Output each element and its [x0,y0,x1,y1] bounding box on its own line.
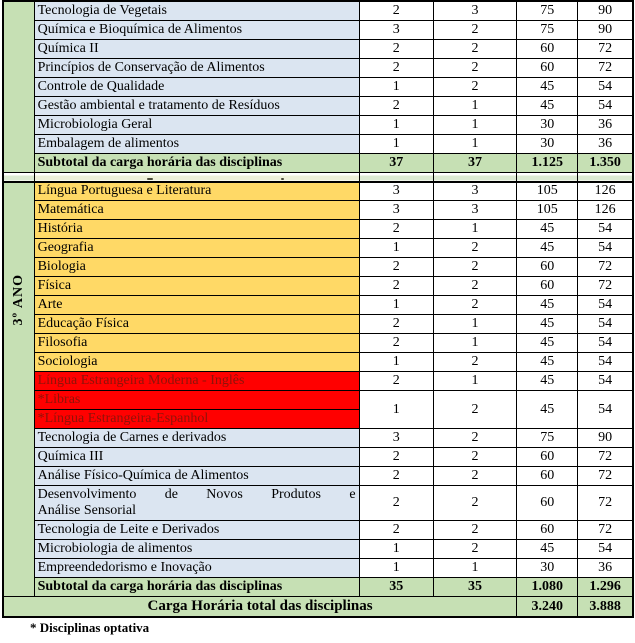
value-cell: 45 [517,391,578,429]
value-cell: 60 [517,486,578,521]
value-cell: 2 [359,1,433,20]
table-row [3,315,633,334]
value-cell: 2 [359,96,433,115]
table-row [3,58,633,77]
value-cell: 90 [578,1,633,20]
value-cell: 2 [433,448,516,467]
value-cell: 3 [359,201,433,220]
value-cell: 60 [517,39,578,58]
value-cell: 2 [433,353,516,372]
value-cell: 3 [359,429,433,448]
clipped-value-cell [433,172,516,182]
value-cell: 72 [578,467,633,486]
value-cell: 90 [578,429,633,448]
value-cell: 2 [359,39,433,58]
subtotal-value-cell: 35 [433,578,516,597]
subject-cell: Princípios de Conservação de Alimentos [34,58,359,77]
value-cell: 3 [433,1,516,20]
value-cell: 45 [517,372,578,391]
value-cell: 75 [517,429,578,448]
clipped-value-cell [517,172,578,182]
value-cell: 75 [517,20,578,39]
subject-cell: Microbiologia de alimentos [34,540,359,559]
value-cell: 2 [433,467,516,486]
subject-cell: Filosofia [34,334,359,353]
clipped-value-cell [359,172,433,182]
table-row [3,239,633,258]
value-cell: 1 [359,353,433,372]
subject-cell: Língua Portuguesa e Literatura [34,182,359,201]
curriculum-table-body [3,1,633,617]
subject-cell: *Libras [34,391,359,410]
value-cell: 1 [433,96,516,115]
value-cell: 2 [433,540,516,559]
value-cell: 45 [517,353,578,372]
value-cell: 60 [517,277,578,296]
value-cell: 1 [359,115,433,134]
value-cell: 45 [517,77,578,96]
table-row [3,201,633,220]
value-cell: 2 [359,521,433,540]
grand-total-label-cell: Carga Horária total das disciplinas [3,597,517,618]
subtotal-value-cell: 1.296 [578,578,633,597]
subject-cell: Tecnologia de Vegetais [34,1,359,20]
subject-cell: Física [34,277,359,296]
table-row [3,486,633,521]
subject-cell: Matemática [34,201,359,220]
value-cell: 3 [359,20,433,39]
subtotal-row [3,153,633,172]
subject-line: Desenvolvimento de Novos Produtos e [37,487,356,503]
table-row [3,20,633,39]
subject-cell [34,486,359,521]
subtotal-label-cell: Subtotal da carga horária das disciplinas [34,578,359,597]
value-cell: 45 [517,96,578,115]
clipped-row [3,172,633,182]
value-cell: 1 [433,220,516,239]
subject-cell: Química e Bioquímica de Alimentos [34,20,359,39]
table-row [3,559,633,578]
table-row [3,1,633,20]
clipped-text-fragment [147,178,153,180]
subject-cell: Microbiologia Geral [34,115,359,134]
table-row [3,220,633,239]
value-cell: 2 [359,486,433,521]
table-row [3,521,633,540]
value-cell: 2 [359,448,433,467]
value-cell: 2 [433,58,516,77]
table-row [3,391,633,410]
value-cell: 2 [433,429,516,448]
value-cell: 54 [578,540,633,559]
table-row [3,467,633,486]
value-cell: 60 [517,467,578,486]
value-cell: 1 [359,134,433,153]
value-cell: 2 [433,391,516,429]
value-cell: 1 [359,239,433,258]
value-cell: 72 [578,258,633,277]
value-cell: 54 [578,296,633,315]
value-cell: 54 [578,391,633,429]
value-cell: 45 [517,315,578,334]
value-cell: 1 [433,115,516,134]
value-cell: 2 [359,220,433,239]
value-cell: 2 [359,58,433,77]
value-cell: 90 [578,20,633,39]
table-row [3,540,633,559]
value-cell: 54 [578,315,633,334]
value-cell: 2 [433,296,516,315]
subject-cell: Geografia [34,239,359,258]
value-cell: 72 [578,58,633,77]
value-cell: 2 [433,258,516,277]
table-row [3,182,633,201]
subject-cell: Sociologia [34,353,359,372]
value-cell: 36 [578,115,633,134]
value-cell: 2 [359,315,433,334]
subtotal-value-cell: 35 [359,578,433,597]
value-cell: 60 [517,58,578,77]
grand-total-row [3,597,633,618]
table-row [3,334,633,353]
value-cell: 54 [578,220,633,239]
table-row [3,39,633,58]
clipped-text-fragment [281,178,284,180]
subtotal-value-cell: 1.350 [578,153,633,172]
clipped-subject-cell [34,172,359,182]
clipped-year-cell [3,172,34,182]
subject-cell: Química III [34,448,359,467]
value-cell: 72 [578,277,633,296]
subject-cell: Química II [34,39,359,58]
table-row [3,429,633,448]
value-cell: 105 [517,201,578,220]
clipped-value-cell [578,172,633,182]
value-cell: 60 [517,258,578,277]
value-cell: 2 [433,239,516,258]
value-cell: 60 [517,448,578,467]
value-cell: 2 [359,467,433,486]
value-cell: 1 [359,391,433,429]
value-cell: 126 [578,201,633,220]
table-row [3,296,633,315]
subject-cell: *Língua Estrangeira-Espanhol [34,410,359,429]
value-cell: 36 [578,559,633,578]
subject-cell: Tecnologia de Leite e Derivados [34,521,359,540]
value-cell: 2 [433,521,516,540]
value-cell: 75 [517,1,578,20]
grand-total-value-cell: 3.888 [578,597,633,618]
value-cell: 54 [578,77,633,96]
table-row [3,372,633,391]
year-label: 3º ANO [10,273,26,326]
table-row [3,134,633,153]
subtotal-value-cell: 37 [359,153,433,172]
value-cell: 1 [359,296,433,315]
value-cell: 30 [517,115,578,134]
value-cell: 60 [517,521,578,540]
value-cell: 45 [517,296,578,315]
value-cell: 72 [578,486,633,521]
subject-cell: Arte [34,296,359,315]
value-cell: 72 [578,39,633,58]
value-cell: 2 [433,39,516,58]
value-cell: 3 [433,182,516,201]
table-row [3,77,633,96]
value-cell: 54 [578,239,633,258]
value-cell: 1 [433,559,516,578]
value-cell: 1 [359,559,433,578]
subject-cell: Embalagem de alimentos [34,134,359,153]
value-cell: 45 [517,239,578,258]
subject-cell: Análise Físico-Química de Alimentos [34,467,359,486]
value-cell: 30 [517,134,578,153]
subject-cell: História [34,220,359,239]
value-cell: 2 [433,486,516,521]
subtotal-value-cell: 1.080 [517,578,578,597]
subject-cell: Gestão ambiental e tratamento de Resíduos [34,96,359,115]
table-row [3,353,633,372]
subject-cell: Educação Física [34,315,359,334]
value-cell: 45 [517,540,578,559]
table-row [3,115,633,134]
subject-cell: Biologia [34,258,359,277]
year-cell [3,182,34,597]
subtotal-value-cell: 37 [433,153,516,172]
subtotal-label-cell: Subtotal da carga horária das disciplinas [34,153,359,172]
value-cell: 1 [433,315,516,334]
value-cell: 2 [359,372,433,391]
subject-cell: Língua Estrangeira Moderna - Inglês [34,372,359,391]
value-cell: 1 [433,372,516,391]
value-cell: 36 [578,134,633,153]
year-cell [3,1,34,172]
value-cell: 105 [517,182,578,201]
subject-line: Análise Sensorial [37,503,136,518]
subtotal-row [3,578,633,597]
subtotal-value-cell: 1.125 [517,153,578,172]
value-cell: 2 [359,258,433,277]
value-cell: 54 [578,96,633,115]
table-row [3,96,633,115]
value-cell: 2 [433,20,516,39]
subject-cell: Tecnologia de Carnes e derivados [34,429,359,448]
value-cell: 1 [359,77,433,96]
value-cell: 45 [517,220,578,239]
curriculum-table [2,0,634,618]
value-cell: 54 [578,372,633,391]
value-cell: 54 [578,353,633,372]
value-cell: 1 [359,540,433,559]
value-cell: 30 [517,559,578,578]
subject-cell: Empreendedorismo e Inovação [34,559,359,578]
table-row [3,258,633,277]
table-row [3,448,633,467]
subject-cell: Controle de Qualidade [34,77,359,96]
value-cell: 54 [578,334,633,353]
value-cell: 2 [359,277,433,296]
value-cell: 2 [359,334,433,353]
value-cell: 72 [578,521,633,540]
value-cell: 3 [433,201,516,220]
value-cell: 126 [578,182,633,201]
value-cell: 1 [433,334,516,353]
value-cell: 3 [359,182,433,201]
footnote: * Disciplinas optativa [30,620,150,635]
value-cell: 2 [433,77,516,96]
value-cell: 45 [517,334,578,353]
value-cell: 1 [433,134,516,153]
table-row [3,277,633,296]
value-cell: 2 [433,277,516,296]
value-cell: 72 [578,448,633,467]
grand-total-value-cell: 3.240 [517,597,578,618]
